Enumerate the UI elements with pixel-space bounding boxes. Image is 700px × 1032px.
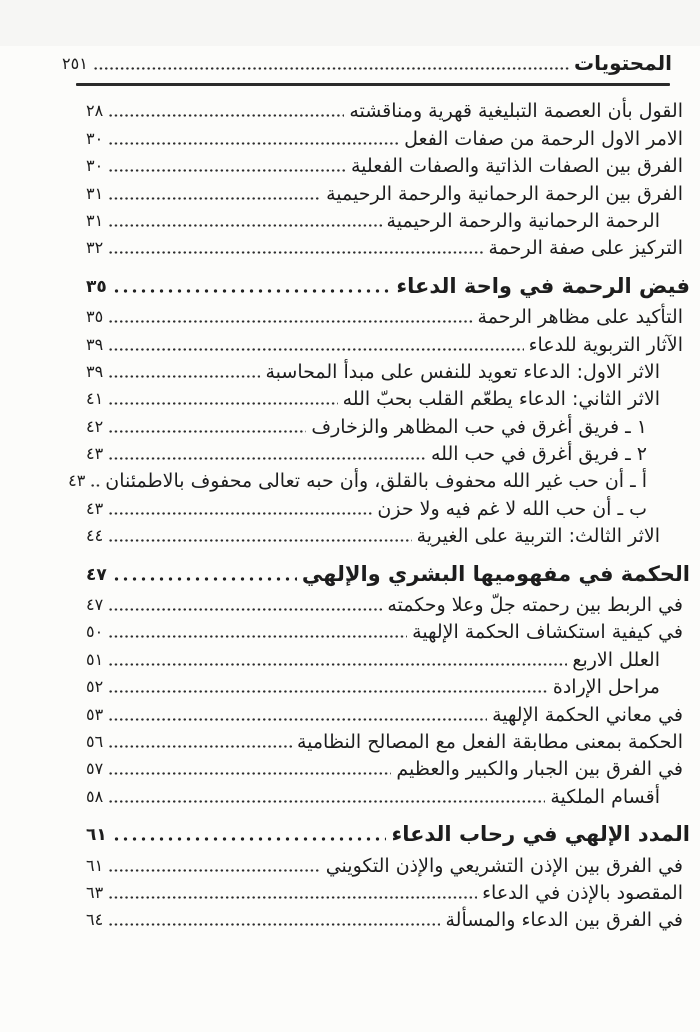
page-number: ٥٠ [86,622,104,642]
page-number: ٦١ [86,855,104,875]
page-number: ٣٥ [86,276,107,297]
entry-title: الاثر الثاني: الدعاء يطعّم القلب بحبّ الله [342,388,660,411]
dot-leader [108,360,260,384]
dot-leader [108,593,382,617]
folio-number: ٢٥١ [62,54,88,73]
toc-heading-row [86,271,690,298]
page-number: ٦٣ [86,882,104,902]
section-heading-title: فيض الرحمة في واحة الدعاء [396,273,690,298]
dot-leader [108,209,381,233]
toc-entry-row [86,905,690,932]
entry-title: الاثر الثالث: التربية على الغيرية [416,525,660,548]
toc-section [86,559,690,809]
page-number: ٣٥ [86,307,104,327]
contents-title: المحتويات [573,51,672,75]
toc-entry-row [86,781,690,808]
entry-title: ١ ـ فريق أغرق في حب المظاهر والزخارف [311,415,647,438]
entry-title: في كيفية استكشاف الحكمة الإلهية [412,621,683,644]
page-number: ٥٨ [86,786,104,806]
dot-leader [108,497,372,521]
dot-leader [108,305,472,329]
page-number: ٤٣ [86,498,104,518]
page-number: ٤٤ [86,526,104,546]
toc-entry-row [86,439,690,466]
dot-leader [108,730,292,754]
entry-title: في الفرق بين الجبار والكبير والعظيم [396,758,683,781]
entry-title: أ ـ أن حب غير الله محفوف بالقلق، وأن حبه تعالى محفوف بالاطمئنان [105,470,647,493]
section-heading-title: الحكمة في مفهوميها البشري والإلهي [301,561,690,586]
dot-leader [108,703,487,727]
toc-entry-row [86,329,690,356]
dot-leader [108,127,399,151]
toc-entry-row [86,590,690,617]
toc-entry-row [86,151,690,178]
toc-entry-row [86,357,690,384]
entry-title: الآثار التربوية للدعاء [528,333,683,356]
dot-leader [108,387,337,411]
toc-section [86,96,690,260]
dot-leader [108,785,545,809]
toc-entry-row [86,302,690,329]
entry-title: التركيز على صفة الرحمة [488,237,683,260]
toc-entry-row [86,617,690,644]
entry-title: الاثر الاول: الدعاء تعويد للنفس على مبدأ المحاسبة [265,360,660,383]
dot-leader [108,442,426,466]
page-number: ٥٦ [86,731,104,751]
dot-leader [108,908,440,932]
entry-title: التأكيد على مظاهر الرحمة [477,306,683,329]
toc-entry-row [86,178,690,205]
dot-leader [108,415,306,439]
page-number: ٣١ [86,210,104,230]
entry-title: الرحمة الرحمانية والرحمة الرحيمية [386,209,660,232]
page-number: ٦١ [86,825,107,846]
section-heading-title: المدد الإلهي في رحاب الدعاء [391,822,690,847]
toc-entry-row [86,96,690,123]
entry-title: الفرق بين الصفات الذاتية والصفات الفعلية [350,155,683,178]
toc-entry-row [86,206,690,233]
entry-title: الفرق بين الرحمة الرحمانية والرحمة الرحيمية [326,182,683,205]
entry-title: في الربط بين رحمته جلّ وعلا وحكمته [387,594,683,617]
toc-body [68,96,690,932]
dot-leader [108,154,346,178]
entry-title: في الفرق بين الإذن التشريعي والإذن التكويني [325,854,683,877]
page-number: ٣٠ [86,128,104,148]
entry-title: ٢ ـ فريق أغرق في حب الله [430,443,647,466]
page-number: ٣٩ [86,361,104,381]
page-number: ٣٠ [86,156,104,176]
page-number: ٥٢ [86,677,104,697]
toc-entry-row [68,466,690,493]
dot-leader [108,99,344,123]
header-dot-leader [93,52,569,76]
dot-leader [112,823,387,847]
dot-leader [112,275,392,299]
toc-entry-row [86,754,690,781]
dot-leader [108,333,523,357]
page-number: ٣٩ [86,334,104,354]
page-header [62,46,672,76]
entry-title: القول بأن العصمة التبليغية قهرية ومناقشته [349,100,683,123]
dot-leader [108,854,321,878]
page-number: ٤٧ [86,564,107,585]
page-number: ٤١ [86,389,104,409]
page-number: ٥٣ [86,704,104,724]
toc-entry-row [86,493,690,520]
toc-entry-row [86,850,690,877]
toc-entry-row [86,727,690,754]
entry-title: الامر الاول الرحمة من صفات الفعل [404,127,683,150]
page-number: ٥٧ [86,759,104,779]
toc-entry-row [86,644,690,671]
toc-entry-row [86,699,690,726]
toc-heading-row [86,559,690,586]
dot-leader [108,620,407,644]
toc-entry-row [86,878,690,905]
toc-entry-row [86,384,690,411]
entry-title: العلل الاربع [572,648,660,671]
entry-title: مراحل الإرادة [552,676,660,699]
entry-title: ب ـ أن حب الله لا غم فيه ولا حزن [377,497,647,520]
page-number: ٤٧ [86,595,104,615]
entry-title: في معاني الحكمة الإلهية [492,703,683,726]
page-number: ٤٢ [86,416,104,436]
entry-title: المقصود بالإذن في الدعاء [482,881,683,904]
toc-section [68,271,690,548]
dot-leader [108,182,321,206]
dot-leader [108,236,483,260]
page-number: ٣١ [86,183,104,203]
dot-leader [112,563,297,587]
toc-entry-row [86,521,690,548]
page-number: ٤٣ [68,471,86,491]
dot-leader [108,648,567,672]
page-number: ٦٤ [86,910,104,930]
dot-leader [90,469,100,493]
toc-entry-row [86,672,690,699]
toc-entry-row [86,411,690,438]
dot-leader [108,757,391,781]
dot-leader [108,524,411,548]
page-number: ٤٣ [86,444,104,464]
page-number: ٣٢ [86,238,104,258]
entry-title: الحكمة بمعنى مطابقة الفعل مع المصالح النظامية [296,730,683,753]
dot-leader [108,881,477,905]
page-number: ٥١ [86,649,104,669]
toc-entry-row [86,123,690,150]
toc-heading-row [86,820,690,847]
toc-page [0,46,700,1032]
page-number: ٢٨ [86,101,104,121]
toc-entry-row [86,233,690,260]
header-rule [76,83,670,86]
dot-leader [108,675,548,699]
entry-title: أقسام الملكية [550,785,660,808]
toc-section [86,820,690,933]
entry-title: في الفرق بين الدعاء والمسألة [445,909,683,932]
